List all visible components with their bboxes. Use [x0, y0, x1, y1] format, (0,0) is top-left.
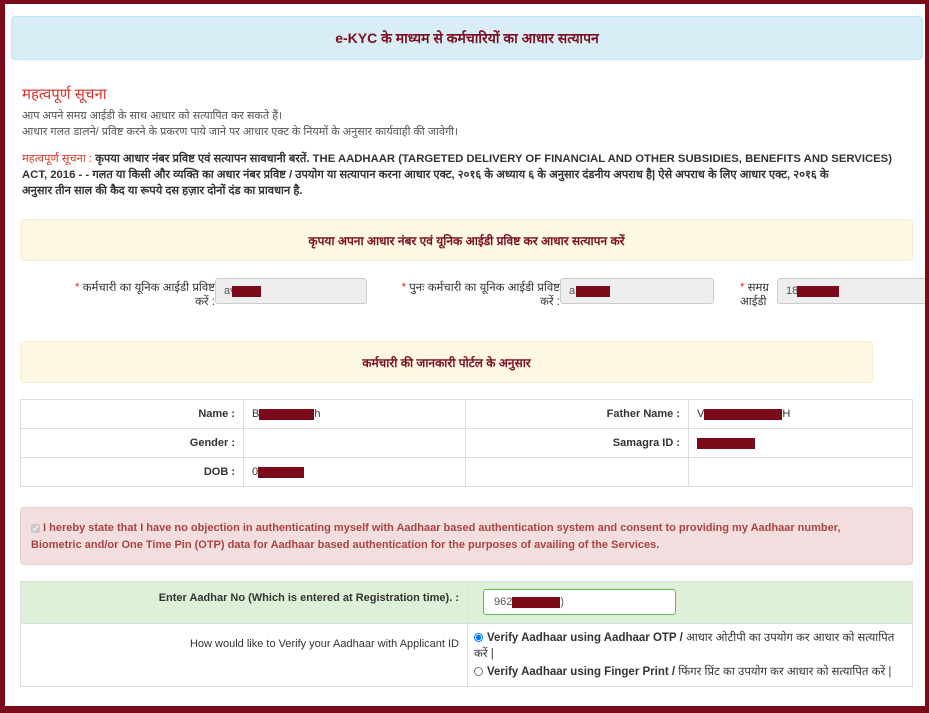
table-row [21, 624, 913, 687]
notice-heading: महत्वपूर्ण सूचना [22, 86, 107, 103]
aadhar-value: ) [560, 596, 565, 608]
confirm-unique-id-label [380, 278, 560, 309]
table-row [21, 582, 913, 624]
dob-value [244, 458, 466, 487]
option-label-hindi: आधार ओटीपी का उपयोग कर आधार को सत्यापित करें | [474, 632, 895, 660]
label-text: पुनः कर्मचारी का यूनिक आईडी प्रविष्ट [409, 282, 560, 294]
unique-id-field [35, 278, 367, 309]
entry-section-heading: कृपया अपना आधार नंबर एवं यूनिक आईडी प्रविष्ट कर आधार सत्यापन करें [308, 233, 625, 248]
redacted-value [512, 597, 560, 608]
redacted-value [259, 409, 314, 420]
otp-option[interactable] [474, 630, 906, 662]
required-marker: * [740, 282, 745, 294]
value-text: 0 [252, 466, 259, 478]
aadhar-input-cell [468, 582, 913, 624]
redacted-value [258, 467, 304, 478]
gender-key: Gender : [21, 429, 244, 458]
father-name-key: Father Name : [466, 400, 689, 429]
value-text: B [252, 408, 260, 420]
father-name-value [689, 400, 913, 429]
unique-id-label [35, 278, 215, 309]
option-label: Verify Aadhaar using Finger Print / [487, 666, 679, 678]
label-text: करें : [540, 296, 560, 308]
verify-method-options [468, 624, 913, 687]
samagra-id-label [740, 278, 777, 309]
portal-section-heading-panel [20, 341, 873, 383]
otp-radio[interactable] [474, 633, 483, 642]
fingerprint-option[interactable] [474, 664, 906, 680]
aadhar-label: Enter Aadhar No (Which is entered at Registration time). : [21, 582, 468, 624]
gender-value [244, 429, 466, 458]
label-text: कर्मचारी का यूनिक आईडी प्रविष्ट [82, 282, 215, 294]
required-marker: * [75, 282, 80, 294]
empty-key [466, 458, 689, 487]
important-notice-text: ACT, 2016 - - गलत या किसी और व्यक्ति का अधार नंबर प्रविष्ट / उपयोग या सत्यापान करना आधार एक्ट, २०१६ के अध्याय ६ के अनुसार दंडनीय अपराध है| ऐसे अपराध के लिए आधार एक्ट, २०१६ के [22, 169, 829, 181]
dob-key: DOB : [21, 458, 244, 487]
value-text: h [314, 408, 321, 420]
redacted-value [697, 438, 755, 449]
notice-line: आधार गलत डालने/ प्रविष्ट करने के प्रकरण पाये जाने पर आधार एक्ट के नियमों के अनुसार कार्यवाही की जावेगी। [22, 126, 459, 138]
value-text: V [697, 408, 705, 420]
employee-info-table [20, 399, 913, 487]
redacted-value [797, 286, 839, 297]
redacted-value [576, 286, 610, 297]
aadhar-value: 962 [494, 596, 513, 608]
table-row [21, 458, 913, 487]
consent-alert [20, 507, 913, 565]
notice-lines [22, 108, 458, 140]
portal-section-heading: कर्मचारी की जानकारी पोर्टल के अनुसार [362, 355, 531, 370]
redacted-value [232, 286, 261, 297]
confirm-unique-id-field [380, 278, 714, 309]
id-entry-row [5, 278, 925, 314]
name-key: Name : [21, 400, 244, 429]
label-text: आईडी [740, 296, 767, 308]
page-frame [5, 4, 925, 706]
important-notice [22, 151, 925, 199]
important-notice-text: कृपया आधार नंबर प्रविष्ट एवं सत्यापन सावधानी बरतें. THE AADHAAR (TARGETED DELIVERY OF FINANCIAL AND OTHER SUBSIDIES, BENEFITS AND SERVICES) [95, 153, 892, 165]
consent-text: I hereby state that I have no objection in authenticating myself with Aadhaar based authentication system and consent to providing my Aadhaar number, [43, 522, 841, 534]
required-marker: * [401, 282, 407, 294]
consent-text: Biometric and/or One Time Pin (OTP) data for Aadhaar based authentication for the purposes of availing of the Services. [31, 539, 660, 551]
page-title: e-KYC के माध्यम से कर्मचारियों का आधार सत्यापन [335, 29, 599, 46]
name-value [244, 400, 466, 429]
verify-method-label: How would like to Verify your Aadhaar with Applicant ID [21, 624, 468, 687]
samagra-id-value [689, 429, 913, 458]
aadhar-number-input[interactable] [483, 589, 676, 615]
notice-line: आप अपने समग्र आईडी के साथ आधार को सत्यापित कर सकते हैं। [22, 110, 283, 122]
important-notice-text: अनुसार तीन साल की कैद या रूपये दस हज़ार दोनों दंड का प्रावधान है. [22, 185, 303, 197]
table-row [21, 400, 913, 429]
label-text: समग्र [747, 282, 769, 294]
consent-checkbox[interactable] [31, 524, 40, 533]
samagra-id-field [740, 278, 925, 309]
entry-section-heading-panel [20, 219, 913, 261]
important-notice-label: महत्वपूर्ण सूचना : [22, 153, 96, 165]
page-title-panel [11, 16, 923, 60]
empty-value [689, 458, 913, 487]
label-text: करें : [195, 296, 215, 308]
value-text: H [782, 408, 791, 420]
samagra-id-key: Samagra ID : [466, 429, 689, 458]
option-label-hindi: फिंगर प्रिंट का उपयोग कर आधार को सत्यापित करें | [678, 666, 892, 678]
redacted-value [704, 409, 782, 420]
verify-table [20, 581, 913, 687]
table-row [21, 429, 913, 458]
fingerprint-radio[interactable] [474, 667, 483, 676]
option-label: Verify Aadhaar using Aadhaar OTP / [487, 632, 686, 644]
